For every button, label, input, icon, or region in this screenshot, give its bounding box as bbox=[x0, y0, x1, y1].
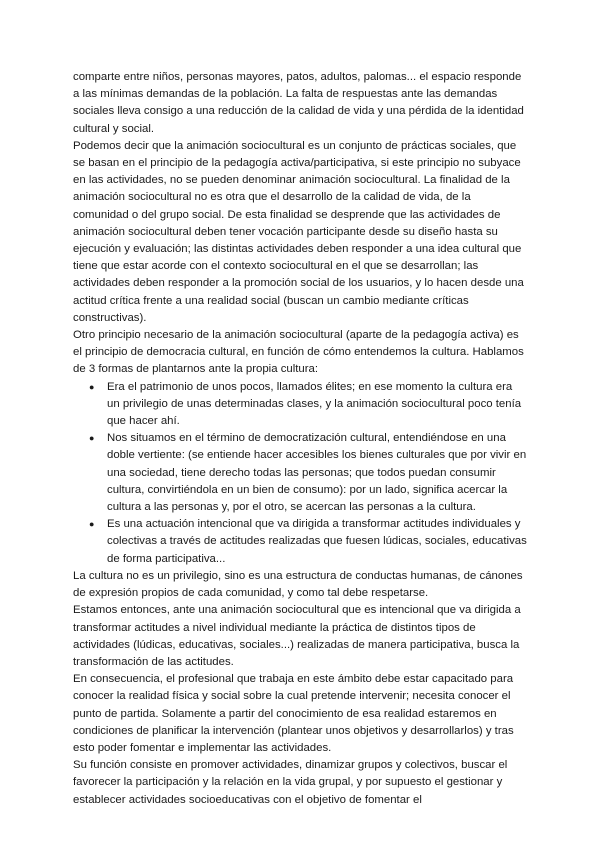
bullet-list bbox=[73, 379, 527, 568]
list-item-text: Nos situamos en el término de democratización cultural, entendiéndose en una doble vertiente: (se entiende hacer accesibles los bienes culturales que por vivir en una sociedad, tiene derecho todas las personas; que todos puedan consumir cultura, convirtiéndola en un bien de consumo): por un lado, significa acercar la cultura a las personas y, por el otro, se acercan las personas a la cultura. bbox=[107, 432, 527, 514]
bullet-icon: ● bbox=[89, 381, 95, 392]
bullet-icon: ● bbox=[89, 519, 95, 530]
list-item bbox=[89, 430, 527, 516]
paragraph: Podemos decir que la animación sociocultural es un conjunto de prácticas sociales, que se basan en el principio de la pedagogía activa/participativa, si este principio no subyace en las actividades, no se pueden denominar animación sociocultural. La finalidad de la animación sociocultural no es otra que el desarrollo de la calidad de vida, de la comunidad o del grupo social. De esta finalidad se desprende que las actividades de animación sociocultural deben tener vocación participante desde su diseño hasta su ejecución y evaluación; las distintas actividades deben responder a una idea cultural que tiene que estar acorde con el contexto sociocultural en el que se desarrollan; las actividades deben responder a la promoción social de los usuarios, y lo hacen desde una actitud crítica frente a una realidad social (buscan un cambio mediante críticas constructivas). bbox=[73, 139, 524, 324]
list-item bbox=[89, 379, 527, 431]
list-item-text: Es una actuación intencional que va dirigida a transformar actitudes individuales y colectivas a través de actitudes realizadas que fuesen lúdicas, sociales, educativas de forma participativa... bbox=[107, 518, 527, 565]
document-page bbox=[73, 69, 527, 809]
paragraph: En consecuencia, el profesional que trabaja en este ámbito debe estar capacitado para conocer la realidad física y social sobre la cual pretende intervenir; necesita conocer el punto de partida. Solamente a partir del conocimiento de esa realidad estaremos en condiciones de planificar la intervención (plantear unos objetivos y desarrollarlos) y tras esto poder fomentar e implementar las actividades. bbox=[73, 673, 514, 754]
bullet-icon: ● bbox=[89, 433, 95, 444]
list-item bbox=[89, 516, 527, 568]
paragraph: Estamos entonces, ante una animación sociocultural que es intencional que va dirigida a transformar actitudes a nivel individual mediante la práctica de distintos tipos de actividades (lúdicas, educativas, sociales...) realizadas de manera participativa, busca la transformación de las actitudes. bbox=[73, 604, 521, 668]
list-item-text: Era el patrimonio de unos pocos, llamados élites; en ese momento la cultura era un privilegio de unas determinadas clases, y la animación sociocultural poco tenía que hacer ahí. bbox=[107, 380, 522, 428]
paragraph: Su función consiste en promover actividades, dinamizar grupos y colectivos, buscar el favorecer la participación y la relación en la vida grupal, y por supuesto el gestionar y establecer actividades socioeducativas con el objetivo de fomentar el bbox=[73, 759, 508, 806]
paragraph: comparte entre niños, personas mayores, patos, adultos, palomas... el espacio responde a las mínimas demandas de la población. La falta de respuestas ante las demandas sociales lleva consigo a una reducción de la calidad de vida y una pérdida de la identidad cultural y social. bbox=[73, 71, 524, 135]
paragraph: Otro principio necesario de la animación sociocultural (aparte de la pedagogía activa) es el principio de democracia cultural, en función de cómo entendemos la cultura. Hablamos de 3 formas de plantarnos ante la propia cultura: bbox=[73, 329, 524, 376]
paragraph: La cultura no es un privilegio, sino es una estructura de conductas humanas, de cánones de expresión propios de cada comunidad, y como tal debe respetarse. bbox=[73, 569, 523, 600]
